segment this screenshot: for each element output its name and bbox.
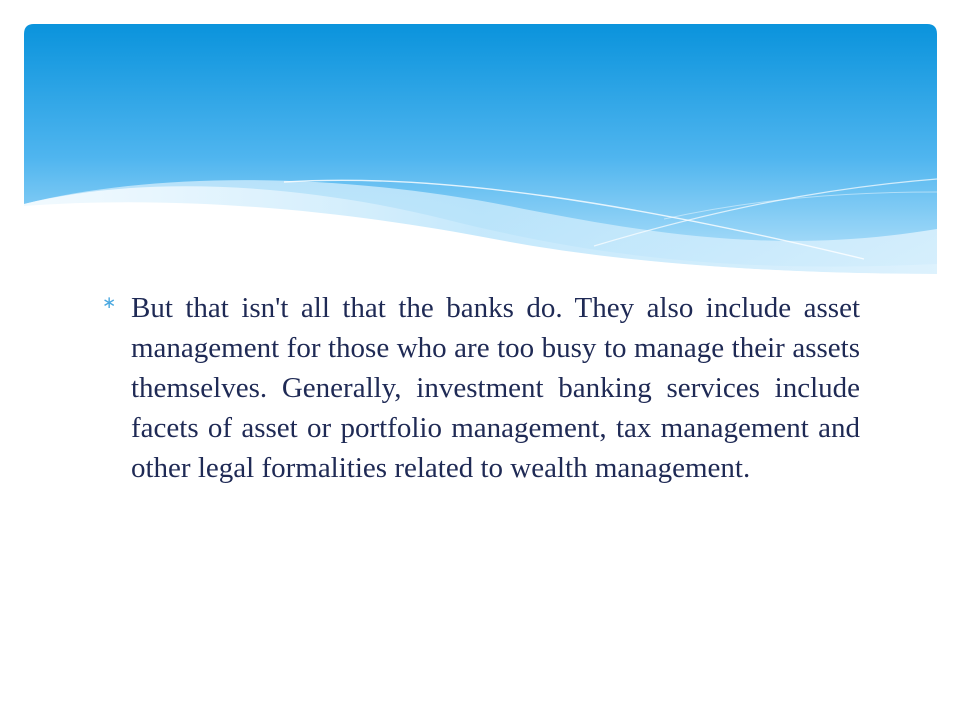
slide-content xyxy=(102,288,860,488)
asterisk-bullet-icon: ∗ xyxy=(102,293,117,313)
bullet-item xyxy=(102,288,860,488)
bullet-text: But that isn't all that the banks do. They also include asset management for those who are too busy to manage their assets themselves. Generally, investment banking services include facets of asset or portfolio management, tax management and other legal formalities related to wealth management. xyxy=(131,292,860,484)
header-wave-banner xyxy=(24,24,937,274)
